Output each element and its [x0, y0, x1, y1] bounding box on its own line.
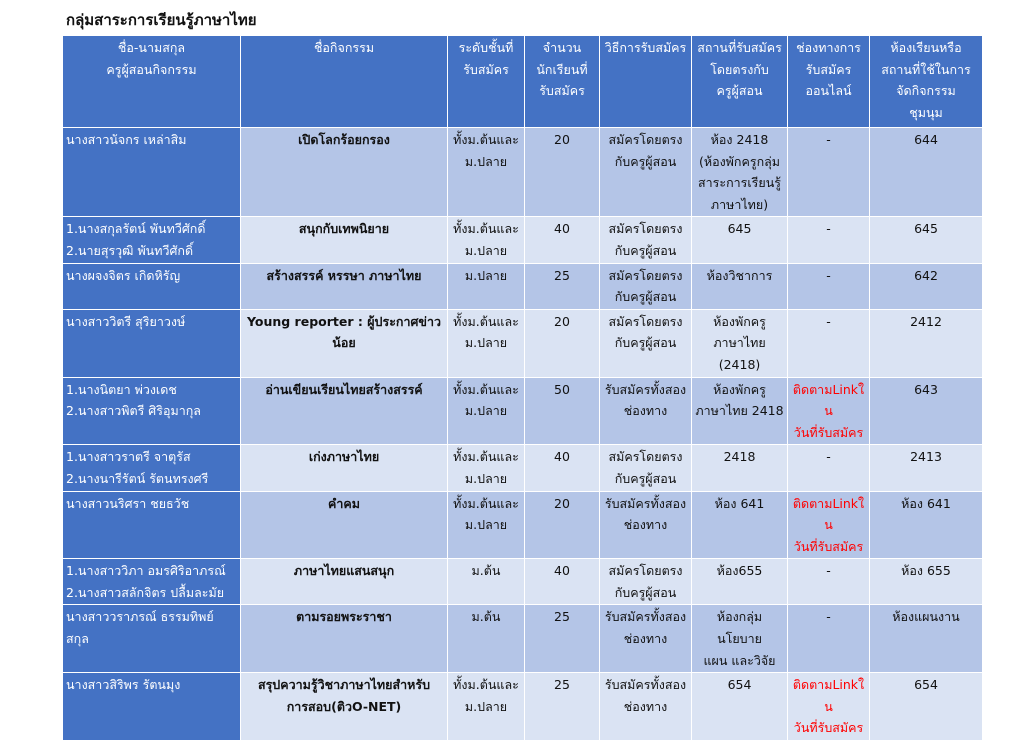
teacher-cell: [63, 377, 241, 445]
header-method: [600, 36, 692, 128]
cell-line: ติดตามLinkใน: [792, 381, 865, 419]
cell-line: ทั้งม.ต้นและ: [453, 449, 519, 465]
cell-line: -: [826, 563, 831, 579]
method-cell: [600, 309, 692, 377]
activity-cell: [241, 605, 448, 673]
place-cell: [692, 673, 788, 741]
cell-line: (ห้องพักครูกลุ่ม: [698, 153, 781, 169]
cell-line: คำคม: [328, 495, 360, 511]
cell-line: 642: [914, 267, 938, 283]
cell-line: สถานที่รับสมัคร: [697, 40, 782, 55]
place-cell: [692, 263, 788, 309]
cell-line: 644: [914, 132, 938, 147]
cell-line: 645: [914, 221, 938, 237]
activity-cell: [241, 559, 448, 605]
method-cell: [600, 217, 692, 263]
table-row: [63, 559, 983, 605]
teacher-cell: [63, 263, 241, 309]
count-cell: 40: [525, 559, 600, 605]
cell-line: ห้อง 641: [714, 495, 765, 511]
cell-line: กับครูผู้สอน: [614, 153, 677, 169]
activity-cell: [241, 673, 448, 741]
cell-line: นางสาววราภรณ์ ธรรมทิพย์: [66, 609, 214, 625]
cell-line: สมัครโดยตรง: [608, 449, 683, 465]
cell-line: ครูผู้สอน: [716, 83, 763, 99]
activity-table: [62, 35, 983, 741]
activity-cell: [241, 491, 448, 559]
table-row: [63, 128, 983, 217]
cell-line: นักเรียนที่: [536, 61, 588, 77]
cell-line: ภาษาไทย 2418: [695, 403, 784, 419]
cell-line: ห้อง 655: [901, 563, 951, 579]
count-cell: 25: [525, 263, 600, 309]
level-cell: [448, 377, 525, 445]
cell-line: ม.ต้น: [471, 609, 501, 625]
cell-line: ช่องทาง: [623, 631, 668, 647]
room-cell: [870, 263, 983, 309]
cell-line: วิธีการรับสมัคร: [604, 40, 687, 55]
cell-line: ภาษาไทย): [710, 196, 769, 212]
cell-line: น้อย: [332, 335, 356, 351]
count-cell: 25: [525, 673, 600, 741]
cell-line: 645: [727, 221, 752, 237]
cell-line: ห้องเรียนหรือ: [890, 40, 962, 55]
cell-line: ม.ปลาย: [464, 517, 508, 533]
online-cell: [788, 309, 870, 377]
cell-line: สถานที่ใช้ในการ: [881, 61, 971, 77]
cell-line: สร้างสรรค์ หรรษา ภาษาไทย: [266, 267, 422, 283]
cell-line: สรุปความรู้วิชาภาษาไทยสำหรับ: [257, 677, 431, 693]
room-cell: [870, 128, 983, 217]
cell-line: ห้องแผนงาน: [892, 609, 960, 625]
room-cell: [870, 309, 983, 377]
cell-line: -: [826, 313, 831, 329]
cell-line: วันที่รับสมัคร: [793, 538, 864, 554]
activity-cell: [241, 217, 448, 263]
cell-line: นางสาววิตรี สุริยาวงษ์: [66, 313, 186, 329]
cell-line: รับสมัคร: [805, 61, 852, 77]
cell-line: 2413: [910, 449, 942, 465]
online-cell: [788, 673, 870, 741]
header-teacher: [63, 36, 241, 128]
method-cell: [600, 491, 692, 559]
header-online: [788, 36, 870, 128]
online-cell: [788, 445, 870, 491]
cell-line: 2.นายสุรวุฒิ พันทวีศักดิ์: [66, 242, 194, 258]
room-cell: [870, 559, 983, 605]
place-cell: [692, 605, 788, 673]
cell-line: ภาษาไทยแสนสนุก: [293, 563, 395, 579]
cell-line: ทั้งม.ต้นและ: [453, 495, 519, 511]
cell-line: กับครูผู้สอน: [614, 584, 677, 600]
teacher-cell: [63, 309, 241, 377]
cell-line: สมัครโดยตรง: [608, 563, 683, 579]
cell-line: ม.ต้น: [471, 563, 501, 579]
online-cell: [788, 377, 870, 445]
cell-line: โดยตรงกับ: [710, 61, 769, 77]
cell-line: 1.นางสกุลรัตน์ พันทวีศักดิ์: [66, 221, 206, 237]
header-level: [448, 36, 525, 128]
cell-line: วันที่รับสมัคร: [793, 424, 864, 440]
cell-line: ช่องทาง: [623, 698, 668, 714]
cell-line: -: [826, 132, 831, 147]
cell-line: ม.ปลาย: [464, 335, 508, 351]
count-cell: 50: [525, 377, 600, 445]
online-cell: [788, 491, 870, 559]
cell-line: 654: [727, 677, 752, 693]
cell-line: นางสาวสิริพร รัตนมุง: [66, 677, 181, 693]
cell-line: -: [826, 449, 831, 465]
cell-line: สมัครโดยตรง: [608, 267, 683, 283]
room-cell: [870, 377, 983, 445]
cell-line: ชุมนุม: [909, 104, 943, 120]
cell-line: รับสมัครทั้งสอง: [604, 495, 687, 511]
table-header-row: [63, 36, 983, 128]
cell-line: สกุล: [66, 631, 89, 647]
cell-line: ตามรอยพระราชา: [296, 609, 392, 625]
cell-line: ทั้งม.ต้นและ: [453, 221, 519, 237]
cell-line: กับครูผู้สอน: [614, 470, 677, 486]
cell-line: ชื่อ-นามสกุล: [117, 40, 186, 55]
cell-line: 643: [914, 381, 938, 397]
cell-line: กับครูผู้สอน: [614, 335, 677, 351]
cell-line: 1.นางสาววิภา อมรศิริอาภรณ์: [66, 563, 226, 579]
method-cell: [600, 263, 692, 309]
cell-line: ออนไลน์: [805, 83, 852, 99]
cell-line: -: [826, 221, 831, 237]
level-cell: [448, 263, 525, 309]
header-count: [525, 36, 600, 128]
level-cell: [448, 559, 525, 605]
cell-line: ห้อง 2418: [710, 132, 769, 147]
table-row: [63, 377, 983, 445]
count-cell: 40: [525, 445, 600, 491]
table-row: [63, 263, 983, 309]
cell-line: ม.ปลาย: [464, 153, 508, 169]
place-cell: [692, 128, 788, 217]
cell-line: การสอบ(ติวO-NET): [286, 698, 402, 714]
online-cell: [788, 559, 870, 605]
cell-line: ม.ปลาย: [464, 242, 508, 258]
cell-line: 2.นางนารีรัตน์ รัตนทรงศรี: [66, 470, 209, 486]
cell-line: ม.ปลาย: [464, 470, 508, 486]
place-cell: [692, 491, 788, 559]
cell-line: สาระการเรียนรู้: [698, 175, 781, 191]
place-cell: [692, 559, 788, 605]
cell-line: ห้องกลุ่มนโยบาย: [716, 609, 763, 647]
cell-line: ติดตามLinkใน: [792, 677, 865, 714]
activity-cell: [241, 263, 448, 309]
teacher-cell: [63, 128, 241, 217]
method-cell: [600, 605, 692, 673]
cell-line: 1.นางนิตยา พ่วงเดช: [66, 381, 177, 397]
room-cell: [870, 605, 983, 673]
cell-line: รับสมัครทั้งสอง: [604, 609, 687, 625]
cell-line: 2412: [910, 313, 942, 329]
cell-line: ติดตามLinkใน: [792, 495, 865, 533]
cell-line: จัดกิจกรรม: [896, 83, 956, 99]
cell-line: ม.ปลาย: [464, 698, 508, 714]
cell-line: รับสมัคร: [463, 61, 509, 77]
header-activity: [241, 36, 448, 128]
cell-line: Young reporter : ผู้ประกาศข่าว: [246, 313, 442, 329]
cell-line: นางสาวนัจกร เหล่าสิม: [66, 132, 187, 147]
cell-line: ทั้งม.ต้นและ: [453, 381, 519, 397]
online-cell: [788, 128, 870, 217]
table-row: [63, 217, 983, 263]
count-cell: 20: [525, 491, 600, 559]
cell-line: ห้อง 641: [901, 495, 951, 511]
teacher-cell: [63, 217, 241, 263]
cell-line: ครูผู้สอนกิจกรรม: [106, 61, 197, 77]
level-cell: [448, 491, 525, 559]
cell-line: ช่องทางการ: [796, 40, 861, 55]
cell-line: ม.ปลาย: [464, 403, 508, 419]
cell-line: ห้องพักครู: [713, 381, 766, 397]
teacher-cell: [63, 605, 241, 673]
count-cell: 20: [525, 128, 600, 217]
cell-line: สมัครโดยตรง: [608, 221, 683, 237]
cell-line: ทั้งม.ต้นและ: [453, 313, 519, 329]
cell-line: อ่านเขียนเรียนไทยสร้างสรรค์: [265, 381, 423, 397]
header-room: [870, 36, 983, 128]
header-place: [692, 36, 788, 128]
activity-cell: [241, 128, 448, 217]
cell-line: นางสาวนริศรา ชยธวัช: [66, 495, 190, 511]
cell-line: ภาษาไทย (2418): [713, 335, 766, 372]
level-cell: [448, 445, 525, 491]
place-cell: [692, 217, 788, 263]
cell-line: ทั้งม.ต้นและ: [453, 132, 519, 147]
method-cell: [600, 377, 692, 445]
cell-line: จำนวน: [542, 40, 582, 55]
cell-line: ระดับชั้นที่: [458, 40, 514, 55]
method-cell: [600, 559, 692, 605]
online-cell: [788, 263, 870, 309]
cell-line: รับสมัครทั้งสอง: [604, 677, 687, 693]
cell-line: กับครูผู้สอน: [614, 289, 677, 305]
cell-line: 1.นางสาวราตรี จาตุรัส: [66, 449, 191, 465]
method-cell: [600, 445, 692, 491]
cell-line: 654: [914, 677, 938, 693]
count-cell: 40: [525, 217, 600, 263]
online-cell: [788, 605, 870, 673]
teacher-cell: [63, 673, 241, 741]
teacher-cell: [63, 559, 241, 605]
level-cell: [448, 605, 525, 673]
table-row: [63, 605, 983, 673]
method-cell: [600, 128, 692, 217]
table-row: [63, 491, 983, 559]
cell-line: สมัครโดยตรง: [608, 313, 683, 329]
cell-line: ชื่อกิจกรรม: [313, 40, 375, 55]
place-cell: [692, 445, 788, 491]
room-cell: [870, 491, 983, 559]
teacher-cell: [63, 491, 241, 559]
table-body: [63, 128, 983, 741]
cell-line: กับครูผู้สอน: [614, 242, 677, 258]
document-title: กลุ่มสาระการเรียนรู้ภาษาไทย: [66, 11, 257, 29]
cell-line: นางผจงจิตร เกิดหิรัญ: [66, 267, 181, 283]
cell-line: -: [826, 609, 831, 625]
cell-line: รับสมัคร: [539, 83, 585, 99]
cell-line: ห้องพักครู: [713, 313, 766, 329]
cell-line: ห้องวิชาการ: [706, 267, 773, 283]
cell-line: ทั้งม.ต้นและ: [453, 677, 519, 693]
activity-cell: [241, 377, 448, 445]
level-cell: [448, 217, 525, 263]
cell-line: รับสมัครทั้งสอง: [604, 381, 687, 397]
place-cell: [692, 309, 788, 377]
cell-line: 2418: [723, 449, 756, 465]
table-row: [63, 309, 983, 377]
cell-line: -: [826, 267, 831, 283]
count-cell: 25: [525, 605, 600, 673]
table-row: [63, 445, 983, 491]
room-cell: [870, 673, 983, 741]
table-row: [63, 673, 983, 741]
cell-line: ช่องทาง: [623, 517, 668, 533]
cell-line: ม.ปลาย: [464, 267, 508, 283]
level-cell: [448, 309, 525, 377]
cell-line: ห้อง655: [716, 563, 763, 579]
level-cell: [448, 673, 525, 741]
place-cell: [692, 377, 788, 445]
level-cell: [448, 128, 525, 217]
cell-line: สมัครโดยตรง: [608, 132, 683, 147]
cell-line: วันที่รับสมัคร: [793, 720, 864, 736]
cell-line: แผน และวิจัย: [703, 652, 776, 668]
cell-line: เปิดโลกร้อยกรอง: [298, 132, 390, 147]
activity-cell: [241, 309, 448, 377]
cell-line: 2.นางสาวพิตรี ศิริอุมากุล: [66, 403, 201, 419]
cell-line: เก่งภาษาไทย: [308, 449, 380, 465]
teacher-cell: [63, 445, 241, 491]
cell-line: สนุกกับเทพนิยาย: [298, 221, 390, 237]
count-cell: 20: [525, 309, 600, 377]
room-cell: [870, 217, 983, 263]
cell-line: ช่องทาง: [623, 403, 668, 419]
method-cell: [600, 673, 692, 741]
cell-line: 2.นางสาวสลักจิตร ปลื้มละมัย: [66, 584, 225, 600]
activity-cell: [241, 445, 448, 491]
online-cell: [788, 217, 870, 263]
room-cell: [870, 445, 983, 491]
